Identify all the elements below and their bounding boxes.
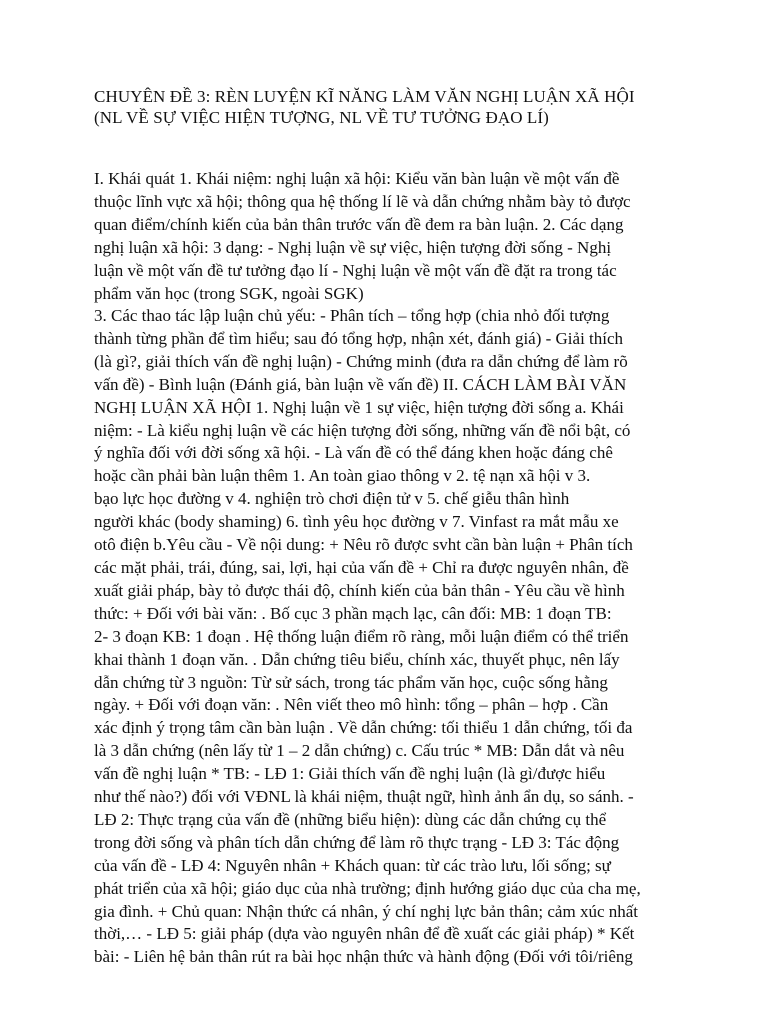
text-line: otô điện b.Yêu cầu - Về nội dung: + Nêu rõ được svht cần bàn luận + Phân tích <box>94 535 633 555</box>
text-line: vấn đề) - Bình luận (Đánh giá, bàn luận về vấn đề) II. CÁCH LÀM BÀI VĂN <box>94 374 627 394</box>
text-line: ngày. + Đối với đoạn văn: . Nên viết theo mô hình: tổng – phân – hợp . Cần <box>94 695 609 715</box>
text-line: 2- 3 đoạn KB: 1 đoạn . Hệ thống luận điểm rõ ràng, mỗi luận điểm có thể triển <box>94 626 629 646</box>
title-line: CHUYÊN ĐỀ 3: RÈN LUYỆN KĨ NĂNG LÀM VĂN NGHỊ LUẬN XÃ HỘI <box>94 87 635 106</box>
paragraph-methods <box>94 305 704 969</box>
text-line: thuộc lĩnh vực xã hội; thông qua hệ thống lí lẽ và dẫn chứng nhằm bày tỏ được <box>94 191 631 211</box>
text-line: phẩm văn học (trong SGK, ngoài SGK) <box>94 283 364 303</box>
text-line: phát triển của xã hội; giáo dục của nhà trường; định hướng giáo dục của cha mẹ, <box>94 878 641 898</box>
text-line: xác định ý trọng tâm cần bàn luận . Về dẫn chứng: tối thiểu 1 dẫn chứng, tối đa <box>94 718 633 738</box>
text-line: NGHỊ LUẬN XÃ HỘI 1. Nghị luận về 1 sự việc, hiện tượng đời sống a. Khái <box>94 397 624 417</box>
text-line: niệm: - Là kiểu nghị luận về các hiện tượng đời sống, những vấn đề nổi bật, có <box>94 420 631 440</box>
text-line: thức: + Đối với bài văn: . Bố cục 3 phần mạch lạc, cân đối: MB: 1 đoạn TB: <box>94 603 612 623</box>
text-line: dẫn chứng từ 3 nguồn: Từ sử sách, trong tác phẩm văn học, cuộc sống hằng <box>94 672 608 692</box>
text-line: trong đời sống và phân tích dẫn chứng để làm rõ thực trạng - LĐ 3: Tác động <box>94 832 620 852</box>
page-title <box>94 86 714 128</box>
text-line: như thế nào?) đối với VĐNL là khái niệm, thuật ngữ, hình ảnh ẩn dụ, so sánh. - <box>94 787 634 807</box>
text-line: thời,… - LĐ 5: giải pháp (dựa vào nguyên nhân để đề xuất các giải pháp) * Kết <box>94 924 635 944</box>
text-line: của vấn đề - LĐ 4: Nguyên nhân + Khách quan: từ các trào lưu, lối sống; sự <box>94 855 611 875</box>
text-line: khai thành 1 đoạn văn. . Dẫn chứng tiêu biểu, chính xác, thuyết phục, nên lấy <box>94 649 620 669</box>
text-line: các mặt phải, trái, đúng, sai, lợi, hại của vấn đề + Chỉ ra được nguyên nhân, đề <box>94 557 629 577</box>
text-line: luận về một vấn đề tư tưởng đạo lí - Nghị luận về một vấn đề đặt ra trong tác <box>94 260 617 280</box>
text-line: ý nghĩa đối với đời sống xã hội. - Là vấn đề có thể đáng khen hoặc đáng chê <box>94 443 613 463</box>
text-line: vấn đề nghị luận * TB: - LĐ 1: Giải thích vấn đề nghị luận (là gì/được hiểu <box>94 764 606 784</box>
text-line: bài: - Liên hệ bản thân rút ra bài học nhận thức và hành động (Đối với tôi/riêng <box>94 947 633 967</box>
title-line: (NL VỀ SỰ VIỆC HIỆN TƯỢNG, NL VỀ TƯ TƯỞNG ĐẠO LÍ) <box>94 108 549 127</box>
text-line: người khác (body shaming) 6. tình yêu học đường v 7. Vinfast ra mắt mẫu xe <box>94 512 619 532</box>
text-line: 3. Các thao tác lập luận chủ yếu: - Phân tích – tổng hợp (chia nhỏ đối tượng <box>94 306 610 325</box>
text-line: bạo lực học đường v 4. nghiện trò chơi điện tử v 5. chế giễu thân hình <box>94 489 570 509</box>
text-line: thành từng phần để tìm hiểu; sau đó tổng hợp, nhận xét, đánh giá) - Giải thích <box>94 328 624 348</box>
text-line: I. Khái quát 1. Khái niệm: nghị luận xã hội: Kiểu văn bàn luận về một vấn đề <box>94 169 620 188</box>
text-line: nghị luận xã hội: 3 dạng: - Nghị luận về sự việc, hiện tượng đời sống - Nghị <box>94 237 612 257</box>
text-line: là 3 dẫn chứng (nên lấy từ 1 – 2 dẫn chứng) c. Cấu trúc * MB: Dẫn dắt và nêu <box>94 741 625 761</box>
text-line: xuất giải pháp, bày tỏ được thái độ, chính kiến của bản thân - Yêu cầu về hình <box>94 580 625 600</box>
text-line: LĐ 2: Thực trạng của vấn đề (những biểu hiện): dùng các dẫn chứng cụ thể <box>94 809 607 829</box>
text-line: (là gì?, giải thích vấn đề nghị luận) - Chứng minh (đưa ra dẫn chứng để làm rõ <box>94 351 628 371</box>
paragraph-overview <box>94 168 704 305</box>
text-line: gia đình. + Chủ quan: Nhận thức cá nhân, ý chí nghị lực bản thân; cảm xúc nhất <box>94 901 639 921</box>
text-line: hoặc cần phải bàn luận thêm 1. An toàn giao thông v 2. tệ nạn xã hội v 3. <box>94 466 591 486</box>
text-line: quan điểm/chính kiến của bản thân trước vấn đề đem ra bàn luận. 2. Các dạng <box>94 214 624 234</box>
